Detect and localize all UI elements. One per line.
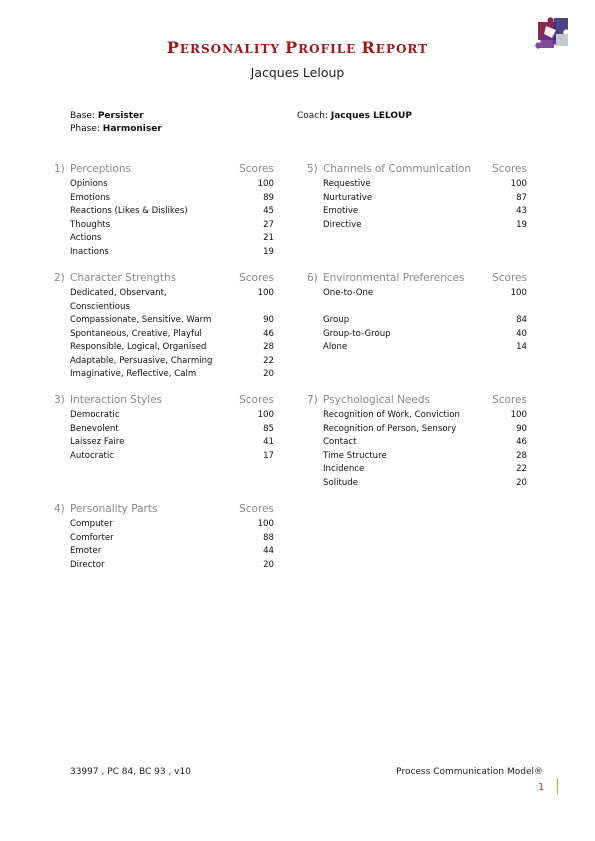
score-value: 100 [257,410,274,420]
score-row [70,219,274,233]
score-row [323,477,527,491]
score-value: 87 [516,192,527,203]
score-label: Group-to-Group [323,328,391,339]
score-value: 100 [257,179,274,189]
scores-label: Scores [239,272,274,284]
section-channels-of-communication [307,163,527,232]
score-row [323,409,527,423]
score-row [70,287,274,301]
section-number: 2) [54,272,65,284]
score-value: 89 [263,192,274,203]
base-label: Base: [70,111,95,121]
section-title: Interaction Styles [70,394,163,406]
score-label: Spontaneous, Creative, Playful [70,328,202,339]
score-label: Emotions [70,192,110,203]
section-title: Personality Parts [70,503,158,515]
section-title: Perceptions [70,163,131,175]
score-row [323,178,527,192]
score-value: 19 [263,246,274,257]
section-title: Character Strengths [70,272,177,284]
score-label: Emotive [323,206,359,216]
score-row [323,287,527,301]
section-number: 6) [307,272,318,284]
score-row [323,436,527,450]
score-row [70,314,274,328]
score-label: Autocratic [70,450,114,461]
score-row [70,246,274,260]
score-row [70,518,274,532]
score-label: Group [323,315,350,325]
section-number: 1) [54,163,65,175]
scores-label: Scores [239,163,274,175]
score-label: Reactions (Likes & Dislikes) [70,206,188,216]
score-row [323,205,527,219]
score-label: Nurturative [323,192,373,203]
score-value: 88 [263,532,274,543]
score-value: 100 [257,288,274,298]
page-number: 1 [538,782,545,793]
score-label: Democratic [70,410,120,420]
section-title: Channels of Communication [323,163,472,175]
score-label: Requestive [323,179,371,189]
score-value: 46 [263,328,274,339]
score-row-spacer [323,301,527,315]
title-initial: P [166,38,180,57]
section-title: Environmental Preferences [323,272,465,284]
score-value: 45 [263,206,274,216]
scores-label: Scores [239,503,274,515]
section-header [54,503,274,518]
score-row [323,341,527,355]
model-name: Process Communication Model® [396,767,543,777]
score-row [323,219,527,233]
score-label: Time Structure [323,450,387,461]
score-label: Recognition of Person, Sensory [323,423,457,434]
score-value: 100 [510,179,527,189]
section-header [307,163,527,178]
score-label: Benevolent [70,423,119,434]
score-label: Imaginative, Reflective, Calm [70,369,197,379]
score-value: 20 [263,559,274,570]
score-row [70,178,274,192]
score-row [323,192,527,206]
section-character-strengths [54,272,274,382]
coach-label: Coach: [297,111,328,121]
scores-label: Scores [492,163,527,175]
scores-label: Scores [492,272,527,284]
section-number: 4) [54,503,65,515]
score-row [323,314,527,328]
score-label: Compassionate, Sensitive, Warm [70,315,212,325]
score-label: Dedicated, Observant, [70,288,167,298]
title-initial: R [361,38,376,57]
base-info [70,110,162,136]
section-header [307,394,527,409]
score-row [70,545,274,559]
section-header [307,272,527,287]
score-row [70,436,274,450]
score-value: 22 [516,464,527,474]
section-header [54,394,274,409]
score-row [70,355,274,369]
score-row [70,559,274,573]
section-header [54,272,274,287]
section-interaction-styles [54,394,274,463]
score-label: Thoughts [70,219,111,230]
score-row [70,328,274,342]
score-row [70,192,274,206]
title-part: EPORT [375,42,429,56]
score-value: 100 [510,410,527,420]
score-label: Directive [323,219,362,230]
score-value: 100 [510,288,527,298]
title-part: ROFILE [298,42,362,56]
title-part: ERSONALITY [179,42,286,56]
score-value: 41 [263,437,274,447]
section-number: 5) [307,163,318,175]
score-label: Conscientious [70,301,130,312]
score-label: Computer [70,519,113,529]
section-header [54,163,274,178]
scores-label: Scores [492,394,527,406]
score-row [70,301,274,315]
score-label: Actions [70,233,102,243]
section-perceptions [54,163,274,259]
score-value: 17 [263,450,274,461]
score-value: 20 [516,477,527,488]
score-value: 90 [516,423,527,434]
score-label: Inactions [70,246,109,257]
section-title: Psychological Needs [323,394,430,406]
section-personality-parts [54,503,274,572]
score-value: 84 [516,315,527,325]
score-row [70,232,274,246]
score-label: Alone [323,342,348,352]
puzzle-pieces-logo-icon [532,12,576,52]
section-environmental-preferences [307,272,527,355]
score-value: 90 [263,315,274,325]
score-label: Responsible, Logical, Organised [70,342,207,352]
phase-label: Phase: [70,124,100,134]
score-label: Recognition of Work, Conviction [323,410,460,420]
score-value: 100 [257,519,274,529]
score-value: 44 [263,546,274,556]
score-value: 20 [263,369,274,379]
score-row [70,532,274,546]
score-label: Emoter [70,546,102,556]
score-label: Laissez Faire [70,437,125,447]
section-number: 3) [54,394,65,406]
score-label: Comforter [70,532,114,543]
score-row [70,409,274,423]
score-label: Adaptable, Persuasive, Charming [70,355,213,366]
score-value: 22 [263,355,274,366]
score-row [70,368,274,382]
score-row [323,328,527,342]
subject-name: Jacques Leloup [250,65,345,80]
score-row [323,423,527,437]
score-value: 85 [263,423,274,434]
coach-info [297,110,412,123]
score-value: 27 [263,219,274,230]
score-value: 28 [516,450,527,461]
score-row [70,450,274,464]
report-code: 33997 , PC 84, BC 93 , v10 [70,767,191,777]
score-value: 14 [516,342,527,352]
score-label: Solitude [323,477,359,488]
base-value: Persister [97,111,144,121]
score-label: One-to-One [323,288,374,298]
title-initial: P [285,38,299,57]
score-label: Incidence [323,464,365,474]
score-value: 21 [263,233,274,243]
scores-label: Scores [239,394,274,406]
score-row [70,341,274,355]
section-psychological-needs [307,394,527,490]
coach-value: Jacques LELOUP [330,111,412,121]
score-label: Opinions [70,179,108,189]
page-divider [557,778,558,794]
score-value: 46 [516,437,527,447]
score-value: 43 [516,206,527,216]
score-value: 19 [516,219,527,230]
score-row [70,205,274,219]
score-row [323,450,527,464]
score-value: 40 [516,328,527,339]
score-label: Director [70,559,105,570]
report-title [0,38,595,57]
score-label: Contact [323,437,357,447]
score-row [70,423,274,437]
score-row [323,463,527,477]
section-number: 7) [307,394,318,406]
phase-value: Harmoniser [102,124,162,134]
score-value: 28 [263,342,274,352]
